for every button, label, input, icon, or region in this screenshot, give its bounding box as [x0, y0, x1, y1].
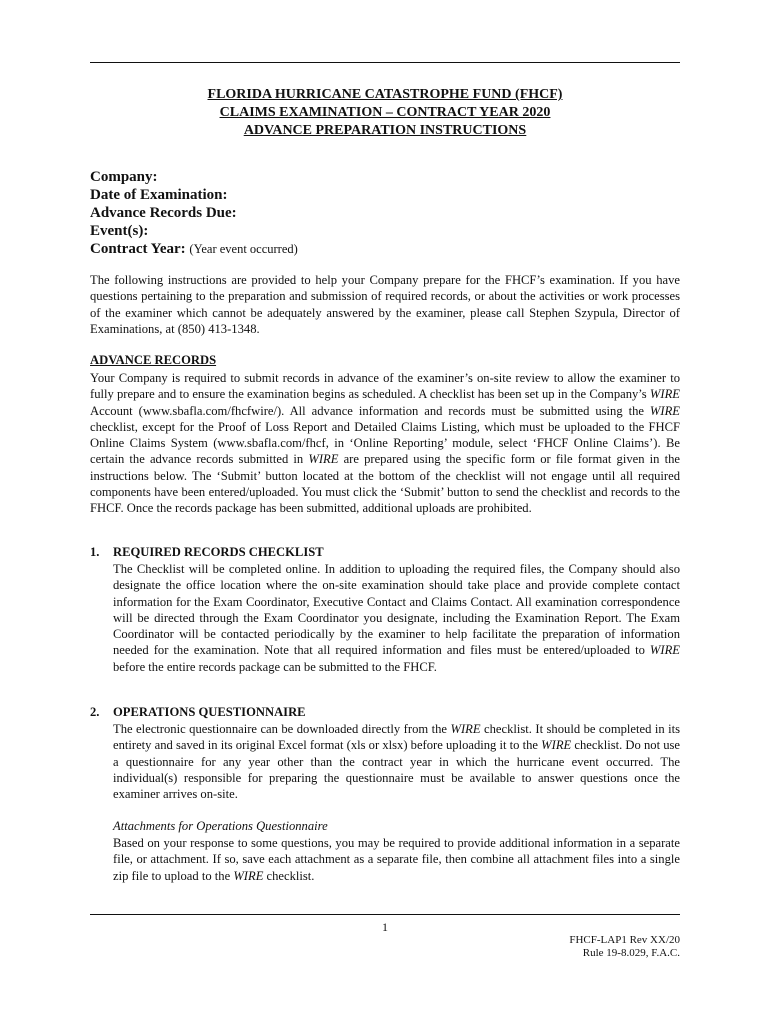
form-number: FHCF-LAP1 Rev XX/20 [569, 934, 680, 946]
bottom-rule [90, 914, 680, 915]
advance-text-2: Account (www.sbafla.com/fhcfwire/). All advance information and records must be submitted using the [90, 403, 650, 418]
advance-records-heading: ADVANCE RECORDS [90, 353, 217, 367]
wire-term: WIRE [649, 643, 680, 658]
attachments-paragraph [113, 835, 680, 884]
attachments-heading: Attachments for Operations Questionnaire [113, 819, 328, 833]
item-2-text-2: checklist. It should be completed in its entirety and saved in its original Excel format (xls or xlsx) before uploading it to the [113, 722, 680, 753]
wire-term: WIRE [308, 452, 339, 467]
item-1-text-1: The Checklist will be completed online. In addition to uploading the required files, the Company should also designate the office location where the on-site examination should take place and provide complete contact information for the Exam Coordinator, Executive Contact and Claims Contact. All examination correspondence will be directed through the Exam Coordinator you designate, including the Examination Report. The Exam Coordinator will be contacted periodically by the examiner to help facilitate the preparation of information needed for the examination. Note that all required information and files must be entered/uploaded to [113, 562, 680, 658]
document-title [90, 86, 680, 140]
contract-year-note: (Year event occurred) [189, 242, 298, 256]
advance-text-1: Your Company is required to submit records in advance of the examiner’s on-site review to allow the examiner to fully prepare and to ensure the examination begins as scheduled. A checklist has been set up in the Company’s [90, 371, 680, 402]
exam-date-label: Date of Examination: [90, 187, 228, 203]
title-line-2: CLAIMS EXAMINATION – CONTRACT YEAR 2020 [219, 105, 551, 120]
contract-year-label: Contract Year: [90, 241, 186, 257]
advance-text-3: checklist, except for the Proof of Loss Report and Detailed Claims Listing, which must be uploaded to the FHCF Online Claims System (www.sbafla.com/fhcf, in ‘Online Reporting’ module, select ‘FHCF Online Claims’). Be certain the advance records submitted in [90, 419, 680, 467]
contract-year-row [90, 240, 298, 258]
records-due-label: Advance Records Due: [90, 205, 237, 221]
item-2-text-1: The electronic questionnaire can be downloaded directly from the [113, 722, 451, 736]
attachments-text-1: Based on your response to some questions, you may be required to provide additional information in a separate file, or attachment. If so, save each attachment as a separate file, then combine all attachment files into a single zip file to upload to the [113, 836, 680, 883]
exam-fields [90, 168, 298, 258]
advance-text-4: are prepared using the specific form or file format given in the instructions below. The ‘Submit’ button located at the bottom of the checklist will not engage until all required components have been entered/uploaded. You must click the ‘Submit’ button to send the checklist and records to the FHCF. Once the records package has been submitted, additional uploads are prohibited. [90, 452, 680, 516]
wire-term: WIRE [233, 868, 264, 883]
attachments-text-2: checklist. [263, 868, 315, 883]
wire-term: WIRE [450, 722, 481, 736]
top-rule [90, 62, 680, 63]
wire-term: WIRE [649, 403, 680, 418]
intro-paragraph: The following instructions are provided to help your Company prepare for the FHCF’s examination. If you have questions pertaining to the preparation and submission of required records, or about the activities or work processes of the examiner which cannot be adequately answered by the examiner, please call Stephen Szypula, Director of Examinations, at (850) 413-1348. [90, 273, 680, 336]
page-number: 1 [382, 920, 388, 934]
title-line-3: ADVANCE PREPARATION INSTRUCTIONS [243, 123, 527, 138]
item-2-text-3: checklist. Do not use a questionnaire for any year other than the contract year in which the hurricane event occurred. The individual(s) responsible for preparing the questionnaire must be available to answer questions once the examiner arrives on-site. [113, 738, 681, 802]
item-1-title: REQUIRED RECORDS CHECKLIST [113, 545, 324, 559]
item-1-text-2: before the entire records package can be submitted to the FHCF. [113, 659, 437, 674]
wire-term: WIRE [541, 738, 572, 753]
events-label: Event(s): [90, 223, 149, 239]
item-2-paragraph [113, 721, 680, 802]
item-1-paragraph [113, 561, 680, 675]
item-1-number: 1. [90, 545, 100, 559]
wire-term: WIRE [649, 387, 680, 402]
rule-citation: Rule 19-8.029, F.A.C. [582, 947, 680, 959]
item-2-number: 2. [90, 705, 100, 719]
item-2-title: OPERATIONS QUESTIONNAIRE [113, 705, 306, 719]
advance-records-paragraph [90, 370, 680, 517]
form-footer [569, 934, 680, 960]
company-label: Company: [90, 169, 158, 185]
title-line-1: FLORIDA HURRICANE CATASTROPHE FUND (FHCF) [207, 87, 563, 102]
